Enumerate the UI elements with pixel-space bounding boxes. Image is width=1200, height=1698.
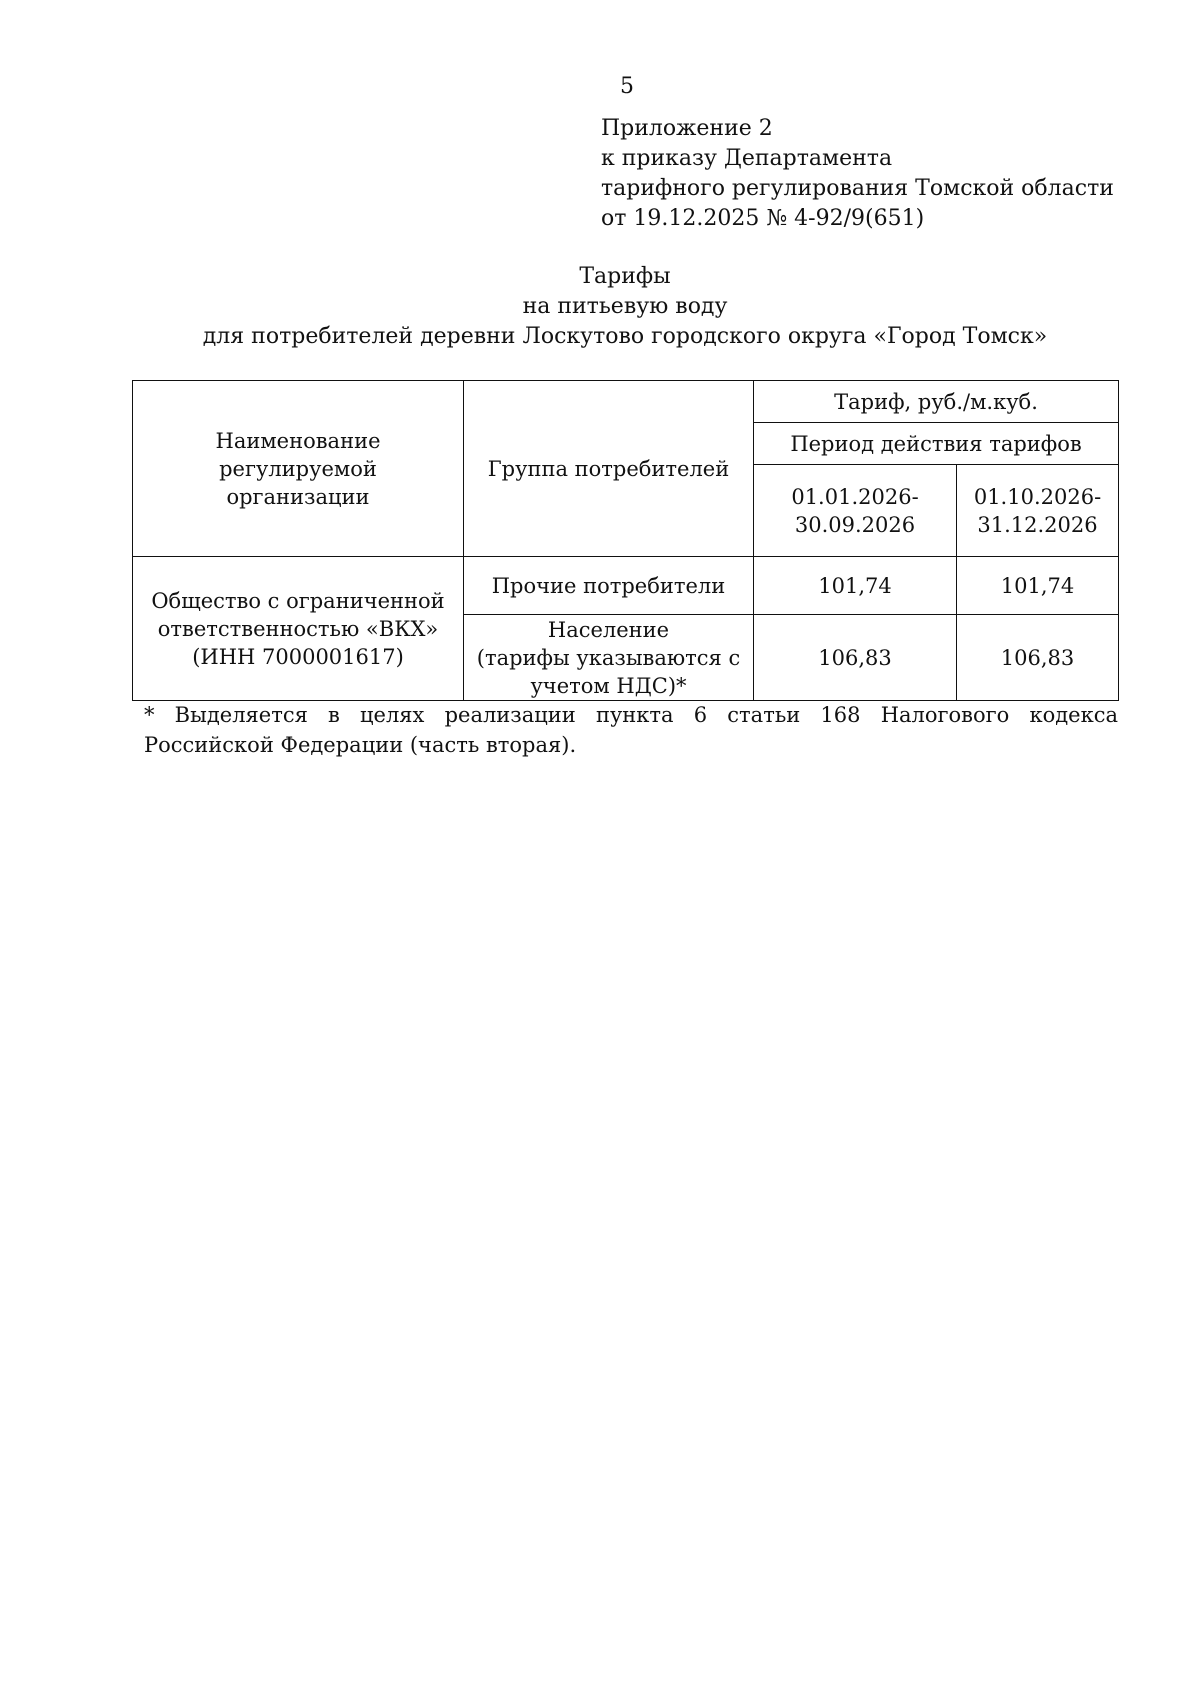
- header-period-2: [957, 465, 1119, 557]
- footnote-line: * Выделяется в целях реализации пункта 6 статьи 168 Налогового кодекса Российской: [144, 703, 1118, 757]
- appendix-line: к приказу Департамента: [601, 146, 893, 171]
- tariff-value-cell: 106,83: [957, 615, 1119, 701]
- header-org-name-line: Наименование регулируемой: [215, 428, 381, 481]
- consumer-group-line: (тарифы указываются с: [476, 645, 741, 670]
- appendix-header: [601, 114, 1114, 234]
- header-consumer-group: Группа потребителей: [464, 381, 754, 557]
- table-row: [133, 557, 1119, 615]
- header-period-1-line: 30.09.2026: [794, 512, 916, 537]
- title-line: для потребителей деревни Лоскутово городского округа «Город Томск»: [202, 324, 1048, 349]
- organization-line: (ИНН 7000001617): [192, 644, 404, 669]
- document-title: [132, 262, 1118, 352]
- footnote-line: Федерации (часть вторая).: [280, 733, 577, 757]
- header-period-2-line: 01.10.2026-: [973, 484, 1102, 509]
- header-period-1-line: 01.01.2026-: [791, 484, 919, 509]
- consumer-group-line: Население: [547, 617, 670, 642]
- page-number: 5: [620, 74, 634, 99]
- header-org-name: [133, 381, 464, 557]
- appendix-line: тарифного регулирования Томской области: [601, 176, 1114, 201]
- appendix-line: Приложение 2: [601, 116, 773, 141]
- header-tariff: Тариф, руб./м.куб.: [754, 381, 1119, 423]
- consumer-group-cell: Прочие потребители: [464, 557, 754, 615]
- organization-cell: [133, 557, 464, 701]
- title-line: на питьевую воду: [522, 294, 728, 319]
- header-period-1: [754, 465, 957, 557]
- consumer-group-cell: [464, 615, 754, 701]
- consumer-group-line: учетом НДС)*: [530, 673, 687, 698]
- tariffs-table: [132, 380, 1119, 701]
- tariff-value-cell: 106,83: [754, 615, 957, 701]
- tariff-value-cell: 101,74: [957, 557, 1119, 615]
- footnote: [144, 700, 1118, 760]
- title-line: Тарифы: [579, 264, 671, 289]
- header-period-2-line: 31.12.2026: [977, 512, 1098, 537]
- organization-line: Общество с ограниченной: [151, 588, 445, 613]
- tariff-value-cell: 101,74: [754, 557, 957, 615]
- header-period: Период действия тарифов: [754, 423, 1119, 465]
- header-org-name-line: организации: [226, 484, 370, 509]
- appendix-line: от 19.12.2025 № 4-92/9(651): [601, 206, 925, 231]
- organization-line: ответственностью «ВКХ»: [157, 616, 439, 641]
